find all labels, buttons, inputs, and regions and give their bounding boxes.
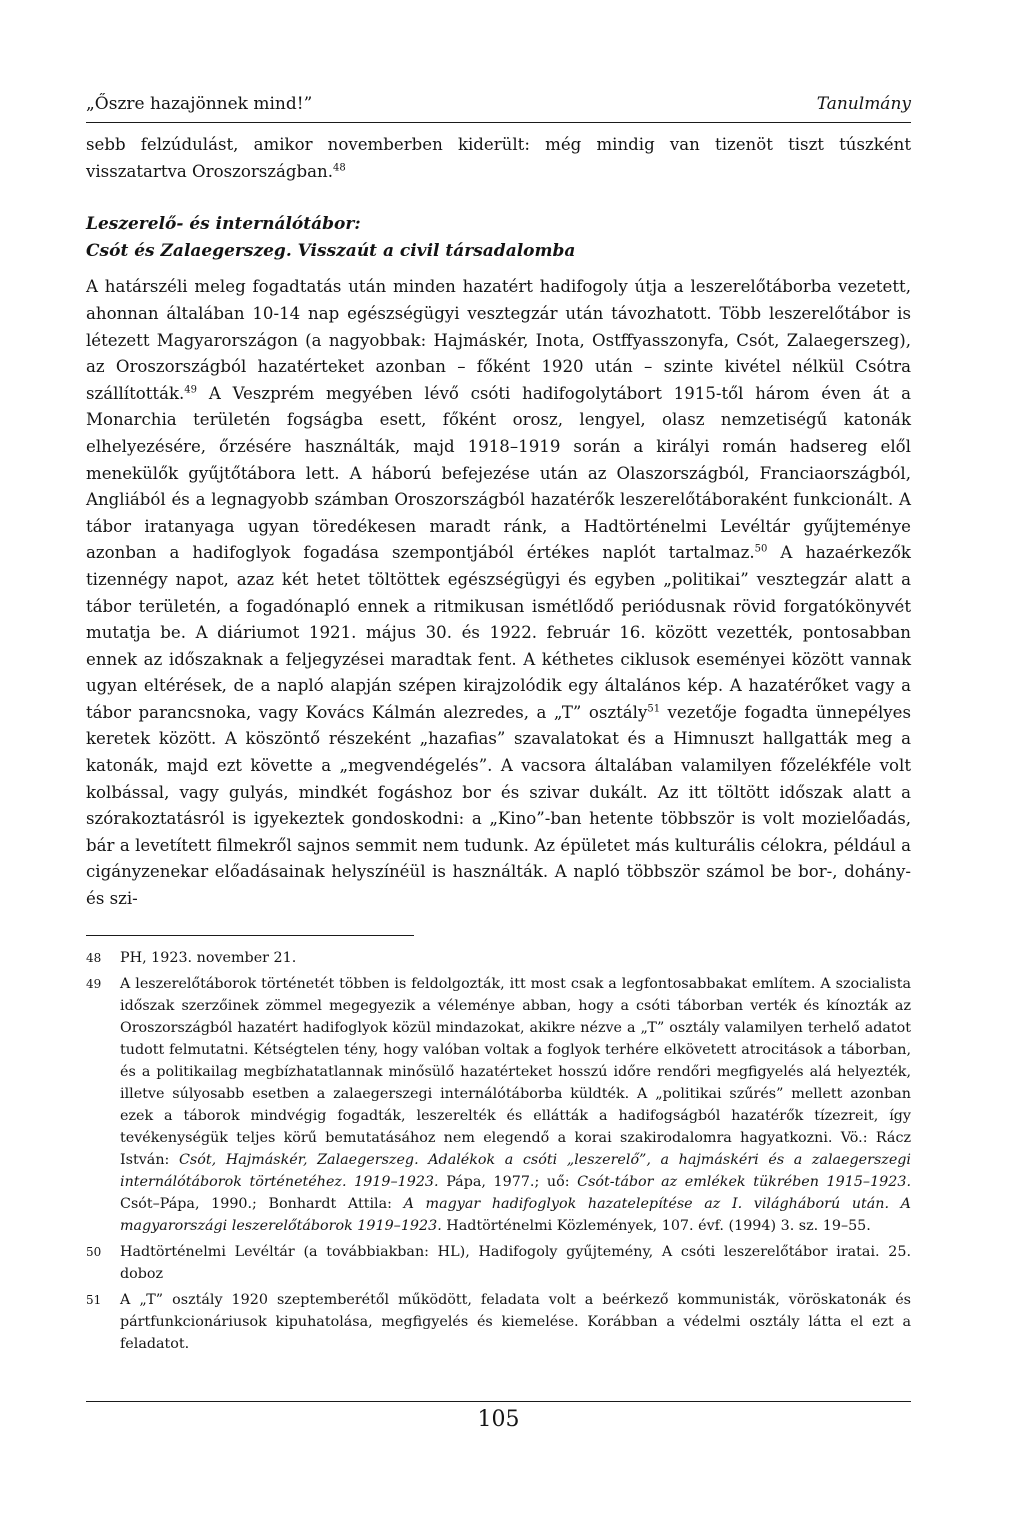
paragraph-continued: sebb felzúdulást, amikor novemberben kiderült: még mindig van tizenöt tiszt túszként visszatartva Oroszországban.$^{48}$ [86, 135, 911, 181]
footnote-number: 48 [86, 951, 102, 965]
footnote-number: 49 [86, 977, 102, 991]
footnote-number: 51 [86, 1293, 102, 1307]
footnote-number: 50 [86, 1245, 102, 1259]
footnote-ref-48[interactable]: 48 [333, 162, 346, 174]
main-text [86, 132, 911, 913]
footnote-50 [86, 1241, 911, 1285]
footnotes [86, 947, 911, 1359]
section-label: Tanulmány [816, 94, 911, 114]
footnote-49 [86, 973, 911, 1237]
book-page [86, 0, 911, 1522]
footnote-text: A leszerelőtáborok történetét többen is feldolgozták, itt most csak a legfontosabbakat említem. A szocialista időszak szerzőinek zömmel megegyezik a véleménye abban, hogy a csóti táborban verték és kínozták az Oroszországból hazatért hadifoglyok közül mindazokat, akikre nézve a „T” osztály valamilyen terhelő adatot tudott felmutatni. Kétségtelen tény, hogy valóban voltak a foglyok terhére elkövetett atrocitások a táborban, és a politikailag megbízhatatlannak minősülő hazatérteket hosszú időre rendőri megfigyelés alá helyezték, illetve súlyosabb esetben a zalaegerszegi internálótáborba küldték. A „politikai szűrés” mellett azonban ezek a táborok mindvégig fogadták, leszerelték és ellátták a hadifogságból hazatérők tízezreit, így tevékenységük teljes körű bemutatásához nem elegendő a korai szakirodalomra hagyatkozni. Vö.: Rácz István: Csót, Hajmáskér, Zalaegerszeg. Adalékok a csóti „leszerelő”, a hajmáskéri és a zalaegerszegi internálótáborok történetéhez. 1919–1923. Pápa, 1977.; uő: Csót-tábor az emlékek tükrében 1915–1923. Csót–Pápa, 1990.; Bonhardt Attila: A magyar hadifoglyok hazatelepítése az I. világháború után. A magyarországi leszerelőtáborok 1919–1923. Hadtörténelmi Közlemények, 107. évf. (1994) 3. sz. 19–55. [120, 976, 912, 1234]
footnote-ref-49[interactable]: 49 [184, 384, 198, 396]
footnote-51 [86, 1289, 911, 1355]
citation-title: A magyar hadifoglyok hazatelepítése az I. világháború után. A magyarországi leszerelőtáborok 1919–1923. [120, 1196, 912, 1234]
section-heading-line-1: Leszerelő- és internálótábor: [86, 214, 361, 235]
running-header [86, 92, 911, 123]
footnote-48 [86, 947, 911, 969]
footnote-separator [86, 935, 414, 936]
page-number: 105 [477, 1407, 520, 1432]
section-heading-line-2: Csót és Zalaegerszeg. Visszaút a civil társadalomba [86, 240, 576, 261]
section-heading [86, 211, 911, 264]
paragraph-main: A határszéli meleg fogadtatás után minden hazatért hadifogoly útja a leszerelőtáborba vezetett, ahonnan általában 10-14 nap egészségügyi vesztegzár után távozhatott. Több leszerelőtábor is létezett Magyarországon (a nagyobbak: Hajmáskér, Inota, Ostffyasszonyfa, Csót, Zalaegerszeg), az Oroszországból hazatérteket azonban – főként 1920 után – szinte kivétel nélkül Csótra szállították.$^{49}$ A Veszprém megyében lévő csóti hadifogolytábort 1915-től három éven át a Monarchia területén fogságba esett, főként orosz, lengyel, olasz nemzetiségű katonák elhelyezésére, őrzésére használták, majd 1918–1919 során a királyi román hadsereg elől menekülők gyűjtőtábora lett. A háború befejezése után az Olaszországból, Franciaországból, Angliából és a legnagyobb számban Oroszországból hazatérők leszerelőtáboraként funkcionált. A tábor iratanyaga ugyan töredékesen maradt ránk, a Hadtörténelmi Levéltár gyűjteménye azonban a hadifoglyok fogadása szempontjából értékes naplót tartalmaz.$^{50}$ A hazaérkezők tizennégy napot, azaz két hetet töltöttek egészségügyi és egyben „politikai” vesztegzár alatt a tábor területén, a fogadónapló ennek a ritmikusan ismétlődő periódusnak rövid forgatókönyvét mutatja be. A diáriumot 1921. május 30. és 1922. február 16. között vezették, pontosabban ennek az időszaknak a feljegyzései maradtak fent. A kéthetes ciklusok eseményei között vannak ugyan eltérések, de a napló alapján szépen kirajzolódik egy általános kép. A hazatérőket vagy a tábor parancsnoka, vagy Kovács Kálmán alezredes, a „T” osztály$^{51}$ vezetője fogadta ünnepélyes keretek között. A köszöntő részeként „hazafias” szavalatokat és a Himnuszt hallgatták meg a katonák, majd ezt követte a „megvendégelés”. A vacsora általában valamilyen főzelékféle volt kolbással, vagy gulyás, mindkét fogáshoz bor és szivar dukált. Az itt töltött időszak alatt a szórakoztatásról is igyekeztek gondoskodni: a „Kino”-ban hetente többször is volt mozielőadás, bár a levetített filmekről sajnos semmit nem tudunk. Az épületet más kulturális célokra, például a cigányzenekar előadásainak helyszínéül is használták. A napló többször számol be bor-, dohány- és szi- [86, 277, 911, 909]
footnote-ref-51[interactable]: 51 [647, 703, 661, 715]
footnote-ref-50[interactable]: 50 [754, 543, 768, 555]
citation-title: Csót-tábor az emlékek tükrében 1915–1923. [577, 1174, 912, 1190]
citation-title: Csót, Hajmáskér, Zalaegerszeg. Adalékok a csóti „leszerelő”, a hajmáskéri és a zalaegerszegi internálótáborok történetéhez. 1919–1923. [120, 1152, 912, 1190]
footnote-text: Hadtörténelmi Levéltár (a továbbiakban: HL), Hadifogoly gyűjtemény, A csóti leszerelőtábor iratai. 25. doboz [120, 1244, 911, 1282]
footnote-text: A „T” osztály 1920 szeptemberétől működött, feladata volt a beérkező kommunisták, vöröskatonák és pártfunkcionáriusok kipuhatolása, megfigyelés és kiemelése. Korábban a védelmi osztály látta el ezt a feladatot. [120, 1292, 911, 1352]
footnote-text: PH, 1923. november 21. [120, 950, 297, 966]
running-title: „Őszre hazajönnek mind!” [86, 94, 313, 114]
bottom-rule [86, 1401, 911, 1402]
